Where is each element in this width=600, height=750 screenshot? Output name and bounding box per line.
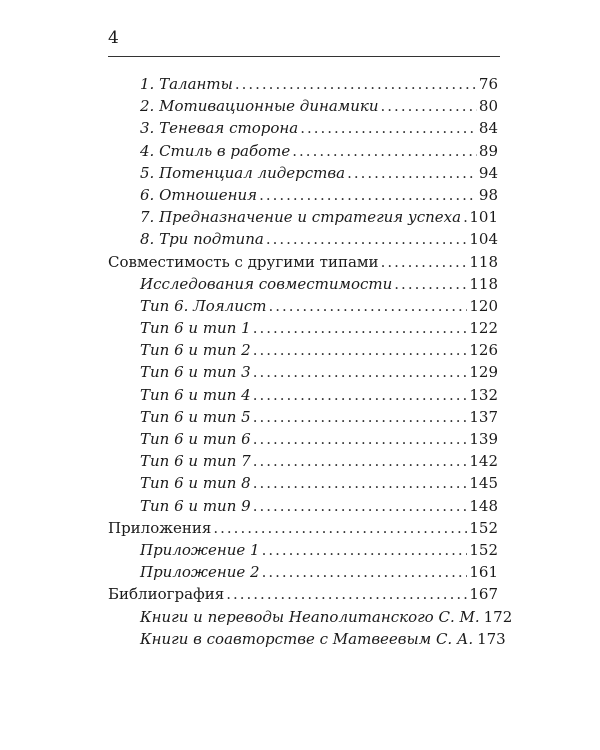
toc-leader-dots — [253, 317, 468, 339]
toc-entry-title: Совместимость с другими типами — [108, 252, 379, 271]
toc-entry — [108, 472, 498, 494]
toc-entry-title: Приложение 2 — [140, 563, 260, 582]
toc-entry-title: 3. Теневая сторона — [140, 119, 299, 138]
toc-entry-title: 6. Отношения — [140, 185, 258, 204]
toc-entry — [108, 428, 498, 450]
toc-entry-title: 1. Таланты — [140, 75, 233, 93]
toc-entry-page: 104 — [469, 230, 498, 249]
toc-entry — [108, 184, 498, 206]
toc-entry-title: 5. Потенциал лидерства — [140, 163, 346, 182]
toc-entry — [108, 495, 498, 517]
toc-entry — [108, 95, 498, 117]
toc-entry-title: Приложение 1 — [140, 540, 260, 559]
toc-entry-page: 118 — [469, 252, 498, 271]
toc-entry-page: 129 — [469, 363, 498, 382]
toc-entry-title: 7. Предназначение и стратегия успеха — [140, 208, 462, 227]
toc-entry-title: Тип 6 и тип 7 — [140, 452, 251, 471]
toc-entry-page: 76 — [478, 75, 498, 93]
toc-entry — [108, 295, 498, 317]
toc-entry — [108, 206, 498, 228]
toc-leader-dots — [226, 583, 467, 605]
toc-leader-dots — [253, 361, 468, 383]
toc-entry — [108, 628, 506, 650]
toc-entry-title: Книги и переводы Неаполитанского С. М. — [140, 607, 480, 626]
toc-entry-page: 132 — [469, 385, 498, 404]
toc-entry-page: 101 — [469, 208, 498, 227]
toc-leader-dots — [347, 162, 477, 184]
toc-entry-title: Книги в соавторстве с Матвеевым С. А. — [140, 629, 474, 648]
toc-entry-page: 139 — [469, 430, 498, 448]
toc-entry — [108, 117, 498, 139]
toc-leader-dots — [213, 517, 467, 539]
toc-entry-page: 142 — [469, 452, 498, 471]
toc-entry-title: Исследования совместимости — [140, 274, 393, 293]
toc-entry-page: 152 — [469, 540, 498, 559]
toc-entry-page: 167 — [469, 585, 498, 604]
toc-entry-page: 173 — [477, 629, 506, 648]
toc-entry-page: 161 — [469, 563, 498, 582]
toc-entry-page: 84 — [478, 119, 498, 138]
toc-entry-title: Тип 6 и тип 3 — [140, 363, 251, 382]
toc-entry — [108, 406, 498, 428]
toc-entry-page: 98 — [478, 185, 498, 204]
toc-entry — [108, 317, 498, 339]
toc-entry-title: 8. Три подтипа — [140, 230, 264, 249]
toc-entry — [108, 228, 498, 250]
toc-leader-dots — [300, 117, 477, 139]
toc-entry-title: Тип 6. Лоялист — [140, 296, 267, 315]
toc-leader-dots — [253, 406, 468, 428]
toc-entry — [108, 606, 513, 628]
toc-entry-page: 118 — [469, 274, 498, 293]
toc-entry-page: 152 — [469, 518, 498, 537]
toc-entry — [108, 339, 498, 361]
toc-entry — [108, 539, 498, 561]
toc-entry — [108, 561, 498, 583]
toc-entry-page: 145 — [469, 474, 498, 493]
toc-entry-title: 4. Стиль в работе — [140, 141, 291, 160]
toc-entry — [108, 384, 498, 406]
toc-entry — [108, 361, 498, 383]
toc-leader-dots — [463, 206, 467, 228]
toc-entry — [108, 450, 498, 472]
toc-entry-title: Тип 6 и тип 6 — [140, 430, 251, 448]
toc-leader-dots — [292, 140, 477, 162]
toc-entry-title: 2. Мотивационные динамики — [140, 97, 379, 116]
toc-leader-dots — [381, 95, 477, 117]
toc-entry-title: Библиография — [108, 585, 225, 604]
toc-entry-title: Тип 6 и тип 5 — [140, 407, 251, 426]
toc-leader-dots — [262, 561, 468, 583]
toc-entry-title: Приложения — [108, 518, 212, 537]
toc-entry — [108, 73, 498, 95]
toc-entry — [108, 517, 498, 539]
toc-entry-title: Тип 6 и тип 2 — [140, 341, 251, 360]
toc-leader-dots — [235, 73, 477, 95]
toc-leader-dots — [262, 539, 468, 561]
toc-entry — [108, 273, 498, 295]
toc-leader-dots — [253, 384, 468, 406]
toc-entry — [108, 140, 498, 162]
toc-leader-dots — [253, 450, 468, 472]
header-rule — [108, 56, 500, 57]
toc-entry-page: 120 — [469, 296, 498, 315]
toc-entry-page: 89 — [478, 141, 498, 160]
toc-leader-dots — [253, 339, 468, 361]
toc-entry-title: Тип 6 и тип 4 — [140, 385, 251, 404]
table-of-contents — [108, 73, 513, 650]
toc-entry-title: Тип 6 и тип 9 — [140, 496, 251, 515]
toc-entry-page: 137 — [469, 407, 498, 426]
toc-leader-dots — [394, 273, 467, 295]
toc-entry-page: 122 — [469, 319, 498, 338]
toc-leader-dots — [269, 295, 468, 317]
toc-entry-title: Тип 6 и тип 8 — [140, 474, 251, 493]
toc-leader-dots — [259, 184, 477, 206]
toc-entry-title: Тип 6 и тип 1 — [140, 319, 251, 338]
toc-entry-page: 80 — [478, 97, 498, 116]
toc-entry-page: 148 — [469, 496, 498, 515]
toc-leader-dots — [266, 228, 468, 250]
toc-entry — [108, 251, 498, 273]
toc-entry-page: 126 — [469, 341, 498, 360]
toc-leader-dots — [253, 472, 468, 494]
toc-entry — [108, 162, 498, 184]
page-number: 4 — [108, 28, 119, 48]
toc-entry-page: 94 — [478, 163, 498, 182]
toc-leader-dots — [381, 251, 468, 273]
toc-leader-dots — [253, 495, 468, 517]
toc-entry — [108, 583, 498, 605]
toc-leader-dots — [253, 428, 468, 450]
toc-entry-page: 172 — [483, 607, 513, 626]
